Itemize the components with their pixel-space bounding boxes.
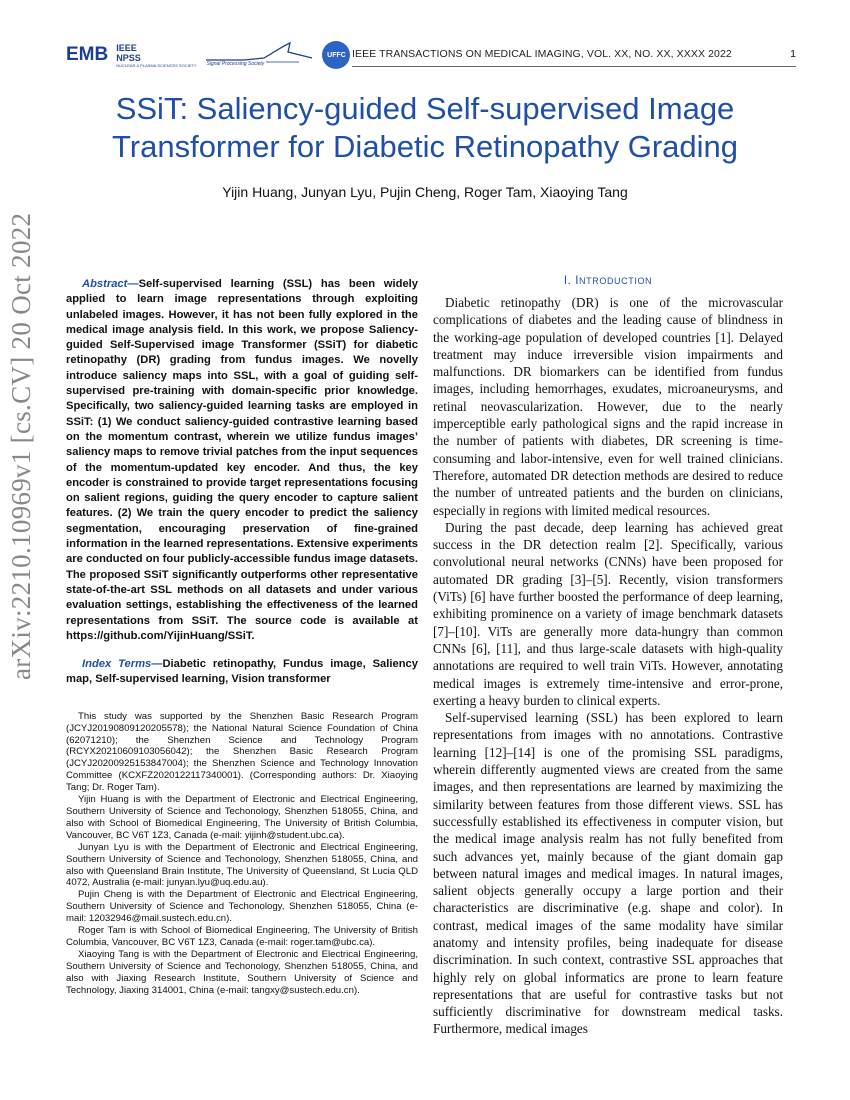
abstract — [66, 277, 418, 644]
index-terms-text: Diabetic retinopathy, Fundus image, Saliency map, Self-supervised learning, Vision transformer — [66, 658, 418, 686]
signal-processing-society-logo: Signal Processing Society — [204, 40, 314, 70]
header-rule — [352, 66, 796, 67]
intro-paragraph: Self-supervised learning (SSL) has been explored to learn representations from images with no annotations. Contrastive learning [12]–[14] is one of the promising SSL paradigms, wherein differently augmented views are created from the same images, and then representations are learned by maximizing the similarity between features from those different views. SSL has successfully established its effectiveness in computer vision, but the medical image analysis realm has not fully benefited from such advances yet, mainly because of the giant domain gap between natural images and medical images. In natural images, salient objects generally occupy a large portion and their characteristics are discriminative (e.g. shape and color). In contrast, medical images of the same modality have similar anatomy and intensity profiles, being inadequate for disease discrimination. In such context, contrastive SSL approaches that highly rely on global informatics are prone to learn feature representations that are useful for contrastive tasks but not sufficiently discriminative for downstream medical tasks. Furthermore, medical images — [433, 710, 783, 1037]
footnote-author: Junyan Lyu is with the Department of Electronic and Electrical Engineering, Southern University of Science and Techonology, Shenzhen 518055, China, and also with Queensland Brain Institute, The University of Queensland, St Lucia QLD 4072, Australia (e-mail: junyan.lyu@uq.edu.au). — [66, 841, 418, 889]
intro-paragraph: During the past decade, deep learning has achieved great success in the DR detection realm [2]. Specifically, various convolutional neural networks (CNNs) have been proposed for automated DR grading [3]–[5]. Recently, vision transformers (ViTs) [6] have further boosted the performance of deep learning, exhibiting prominence on a variety of image benchmark datasets [7]–[10]. ViTs are generally more data-hungry than common CNNs [6], [11], and thus large-scale datasets with high-quality annotations are required to well train ViTs. However, annotating medical images is extremely time-intensive and error-prone, exerting a heavy burden to clinical experts. — [433, 519, 783, 708]
page-number: 1 — [790, 48, 796, 60]
footnote-author: Yijin Huang is with the Department of Electronic and Electrical Engineering, Southern University of Science and Techonology, Shenzhen 518055, China, and also with School of Biomedical Engineering, The University of British Columbia, Vancouver, BC V6T 1Z3, Canada (e-mail: yijinh@student.ubc.ca). — [66, 794, 418, 841]
abstract-label: Abstract— — [82, 278, 139, 290]
footnote-author: Roger Tam is with School of Biomedical Engineering, The University of British Columbia, Vancouver, BC V6T 1Z3, Canada (e-mail: roger.tam@ubc.ca). — [66, 925, 418, 948]
index-terms — [66, 657, 418, 688]
footnote-author: Xiaoying Tang is with the Department of Electronic and Electrical Engineering, Southern University of Science and Techonology, Shenzhen 518055, China, and also with Jiaxing Research Institute, Southern University of Science and Technology, Jiaxing 314001, China (e-mail: tangxy@sustech.edu.cn). — [66, 948, 418, 996]
footnote-funding: This study was supported by the Shenzhen Basic Research Program (JCYJ20190809120205578); the National Natural Science Foundation of China (62071210); the Shenzhen Science and Technology Program (RCYX20210609103056042); the Shenzhen Basic Research Program (JCYJ20200925153847004); the Shenzhen Science and Technology Innovation Committee (KCXFZ2020122117340001). (Corresponding authors: Dr. Xiaoying Tang; Dr. Roger Tam). — [66, 710, 418, 794]
footnotes — [66, 711, 418, 997]
intro-paragraph: Diabetic retinopathy (DR) is one of the microvascular complications of diabetes and the leading cause of blindness in the working-age population of developed countries [1]. Delayed treatment may induce irreversible vision impairments and malfunctions. DR biomarkers can be identified from fundus images, including hemorrhages, exudates, microaneurysms, and retinal neovascularization. However, due to the nearly imperceptible early pathological signs and the rapid increase in the number of patients with diabetes, DR screening is time-consuming and labor-intensive, even for well trained clinicians. Therefore, automated DR detection methods are desired to reduce the number of untreated patients and the burden on clinicians, especially in regions with limited medical resources. — [433, 295, 783, 518]
society-logos — [66, 36, 350, 74]
index-terms-label: Index Terms— — [82, 658, 163, 671]
ieee-npss-logo: IEEE NPSS NUCLEAR & PLASMA SCIENCES SOCIETY — [116, 42, 197, 68]
paper-authors: Yijin Huang, Junyan Lyu, Pujin Cheng, Roger Tam, Xiaoying Tang — [222, 184, 628, 200]
emb-logo: EMB — [66, 44, 109, 65]
paper-title: SSiT: Saliency-guided Self-supervised Image Transformer for Diabetic Retinopathy Grading — [111, 91, 738, 164]
left-column — [66, 277, 418, 996]
abstract-text: Self-supervised learning (SSL) has been widely applied to learn image representations through exploiting unlabeled images. However, it has not been fully explored in the medical image analysis field. In this work, we propose Saliency-guided Self-Supervised image Transformer (SSiT) for diabetic retinopathy (DR) grading from fundus images. We novelly introduce saliency maps into SSL, with a goal of guiding self-supervised pre-training with domain-specific prior knowledge. Specifically, two saliency-guided learning tasks are employed in SSiT: (1) We conduct saliency-guided contrastive learning based on the momentum contrast, wherein we utilize fundus images’ saliency maps to remove trivial patches from the input sequences of the momentum-updated key encoder. And thus, the key encoder is constrained to provide target representations focusing on salient regions, guiding the query encoder to capture salient features. (2) We train the query encoder to predict the saliency segmentation, encouraging preservation of fine-grained information in the learned representations. Extensive experiments are conducted on four publicly-accessible fundus image datasets. The proposed SSiT significantly outperforms other representative state-of-the-art SSL methods on all datasets and under various evaluation settings, establishing the effectiveness of the learned representations from SSiT. The source code is available at https://github.com/YijinHuang/SSiT. — [66, 278, 418, 642]
arxiv-stamp: arXiv:2210.10969v1 [cs.CV] 20 Oct 2022 — [6, 212, 36, 680]
section-heading: I. INTRODUCTION — [563, 275, 653, 287]
journal-running-head: IEEE TRANSACTIONS ON MEDICAL IMAGING, VOL. XX, NO. XX, XXXX 2022 — [352, 48, 732, 60]
page-header — [66, 36, 796, 74]
uffc-logo: UFFC — [322, 41, 350, 69]
footnote-author: Pujin Cheng is with the Department of Electronic and Electrical Engineering, Southern University of Science and Techonology, Shenzhen 518055, China (e-mail: 12032946@mail.sustech.edu.cn). — [66, 889, 418, 925]
right-column — [433, 275, 783, 1038]
